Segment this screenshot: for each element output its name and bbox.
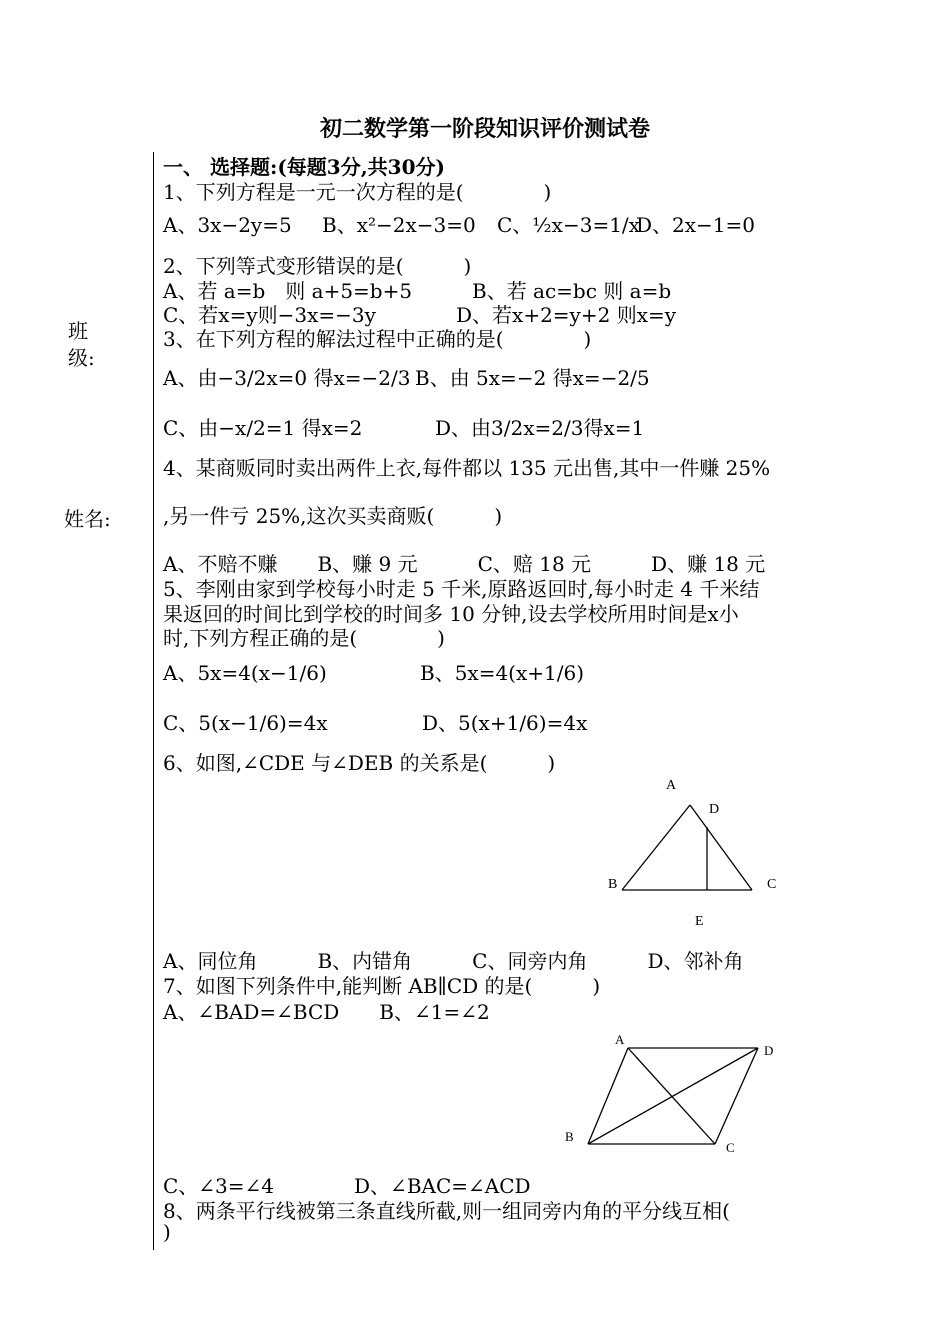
vertex-label-a: A [615, 1032, 625, 1047]
vertex-label-e: E [695, 914, 704, 929]
q1-option-b: B、x²−2x−3=0 [322, 213, 476, 237]
class-label-1: 班 [68, 319, 88, 343]
q7-options-ab: A、∠BAD=∠BCD B、∠1=∠2 [163, 1000, 490, 1024]
q3-stem: 3、在下列方程的解法过程中正确的是( ) [163, 327, 592, 351]
q8-line-2: ) [163, 1220, 171, 1244]
vertex-label-a: A [666, 778, 677, 793]
vertex-label-d: D [709, 802, 720, 817]
q5-line-1: 5、李刚由家到学校每小时走 5 千米,原路返回时,每小时走 4 千米结 [163, 577, 760, 601]
q5-line-3: 时,下列方程正确的是( ) [163, 626, 445, 650]
q1-stem: 1、下列方程是一元一次方程的是( ) [163, 180, 552, 204]
q6-options: A、同位角 B、内错角 C、同旁内角 D、邻补角 [163, 949, 744, 973]
vertex-label-c: C [726, 1140, 735, 1155]
q1-option-d: D、2x−1=0 [636, 213, 756, 237]
vertex-label-c: C [767, 877, 777, 892]
q5-option-d: D、5(x+1/6)=4x [422, 711, 588, 735]
q5-line-2: 果返回的时间比到学校的时间多 10 分钟,设去学校所用时间是x小 [163, 602, 739, 626]
q3-option-d: D、由3/2x=2/3得x=1 [435, 416, 645, 440]
vertex-label-b: B [608, 877, 618, 892]
section-heading: 一、 选择题:(每题3分,共30分) [163, 155, 445, 179]
q5-option-b: B、5x=4(x+1/6) [420, 661, 585, 685]
class-label-2: 级: [68, 346, 95, 370]
q3-option-a: A、由−3/2x=0 得x=−2/3 [163, 366, 411, 390]
q7-options-cd: C、∠3=∠4 D、∠BAC=∠ACD [163, 1174, 531, 1198]
triangle-figure [600, 770, 800, 935]
q7-stem: 7、如图下列条件中,能判断 AB∥CD 的是( ) [163, 974, 601, 998]
q1-option-a: A、3x−2y=5 [163, 213, 292, 237]
vertex-label-d: D [764, 1043, 774, 1058]
q2-option-a: A、若 a=b 则 a+5=b+5 [163, 279, 413, 303]
vertex-label-b: B [565, 1129, 574, 1144]
q2-option-b: B、若 ac=bc 则 a=b [472, 279, 672, 303]
q4-line-2: ,另一件亏 25%,这次买卖商贩( ) [163, 504, 503, 528]
q8-line-1: 8、两条平行线被第三条直线所截,则一组同旁内角的平分线互相( [163, 1199, 730, 1223]
page-title: 初二数学第一阶段知识评价测试卷 [320, 116, 651, 142]
q2-option-d: D、若x+2=y+2 则x=y [456, 303, 677, 327]
q2-stem: 2、下列等式变形错误的是( ) [163, 254, 472, 278]
parallelogram-figure [560, 1030, 790, 1160]
q5-option-c: C、5(x−1/6)=4x [163, 711, 328, 735]
q3-option-b: B、由 5x=−2 得x=−2/5 [415, 366, 650, 390]
q6-stem: 6、如图,∠CDE 与∠DEB 的关系是( ) [163, 751, 556, 775]
q5-option-a: A、5x=4(x−1/6) [163, 661, 327, 685]
q3-option-c: C、由−x/2=1 得x=2 [163, 416, 363, 440]
margin-line [153, 152, 154, 1250]
q4-line-1: 4、某商贩同时卖出两件上衣,每件都以 135 元出售,其中一件赚 25% [163, 456, 771, 480]
q4-options: A、不赔不赚 B、赚 9 元 C、赔 18 元 D、赚 18 元 [163, 552, 766, 576]
q1-option-c: C、½x−3=1/x [497, 213, 640, 237]
q2-option-c: C、若x=y则−3x=−3y [163, 303, 376, 327]
name-label: 姓名: [64, 507, 111, 531]
